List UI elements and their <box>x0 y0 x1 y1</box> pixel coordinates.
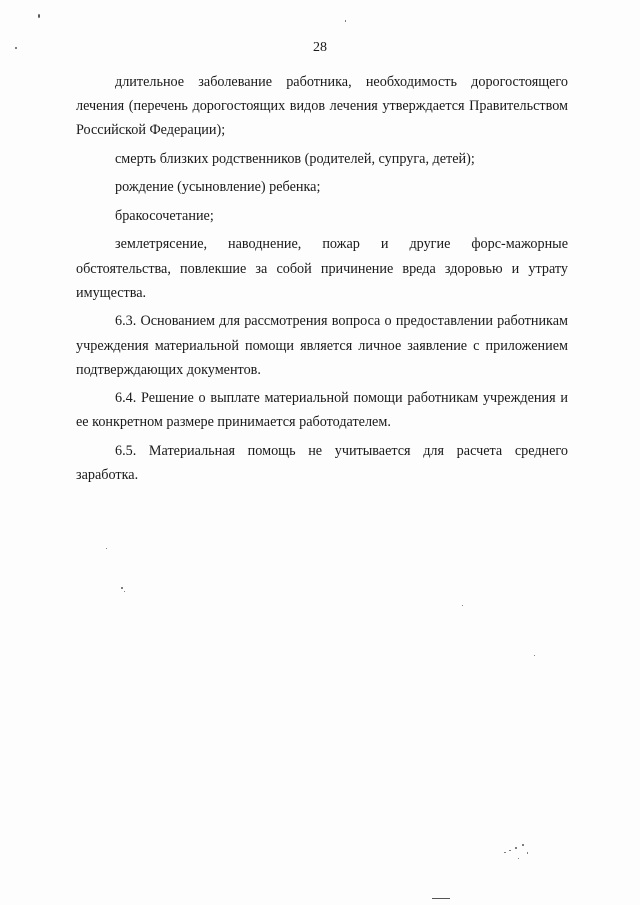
scan-artifact <box>522 844 524 846</box>
document-body <box>76 70 568 492</box>
paragraph-clause-6-3: 6.3. Основанием для рассмотрения вопроса о предоставлении работникам учреждения материальной помощи является личное заявление с приложением подтверждающих документов. <box>76 313 568 378</box>
scan-artifact <box>432 898 450 899</box>
scan-artifact <box>534 655 535 656</box>
scan-artifact <box>345 20 346 22</box>
page-number: 28 <box>313 40 327 55</box>
scan-artifact <box>527 852 528 854</box>
paragraph-clause-6-4: 6.4. Решение о выплате материальной помощи работникам учреждения и ее конкретном размере принимается работодателем. <box>76 390 568 431</box>
scan-artifact <box>15 47 17 49</box>
scan-artifact <box>504 852 506 853</box>
scan-artifact <box>462 605 463 606</box>
scan-artifact <box>518 858 519 859</box>
paragraph-childbirth: рождение (усыновление) ребенка; <box>115 179 321 196</box>
paragraph-clause-6-5: 6.5. Материальная помощь не учитывается для расчета среднего заработка. <box>76 442 568 484</box>
paragraph-relatives-death: смерть близких родственников (родителей, супруга, детей); <box>115 150 475 167</box>
scan-artifact <box>106 548 107 549</box>
paragraph-force-majeure: землетрясение, наводнение, пожар и другие форс-мажорные обстоятельства, повлекшие за собой причинение вреда здоровью и утрату имущества. <box>76 236 568 301</box>
scan-artifact <box>38 14 40 18</box>
scan-artifact <box>509 850 511 851</box>
scan-artifact <box>121 587 123 589</box>
scan-artifact <box>515 847 517 849</box>
scan-artifact <box>124 591 125 592</box>
paragraph-marriage: бракосочетание; <box>115 207 214 224</box>
paragraph-long-illness: длительное заболевание работника, необходимость дорогостоящего лечения (перечень дорогостоящих видов лечения утверждается Правительством Российской Федерации); <box>76 74 568 139</box>
